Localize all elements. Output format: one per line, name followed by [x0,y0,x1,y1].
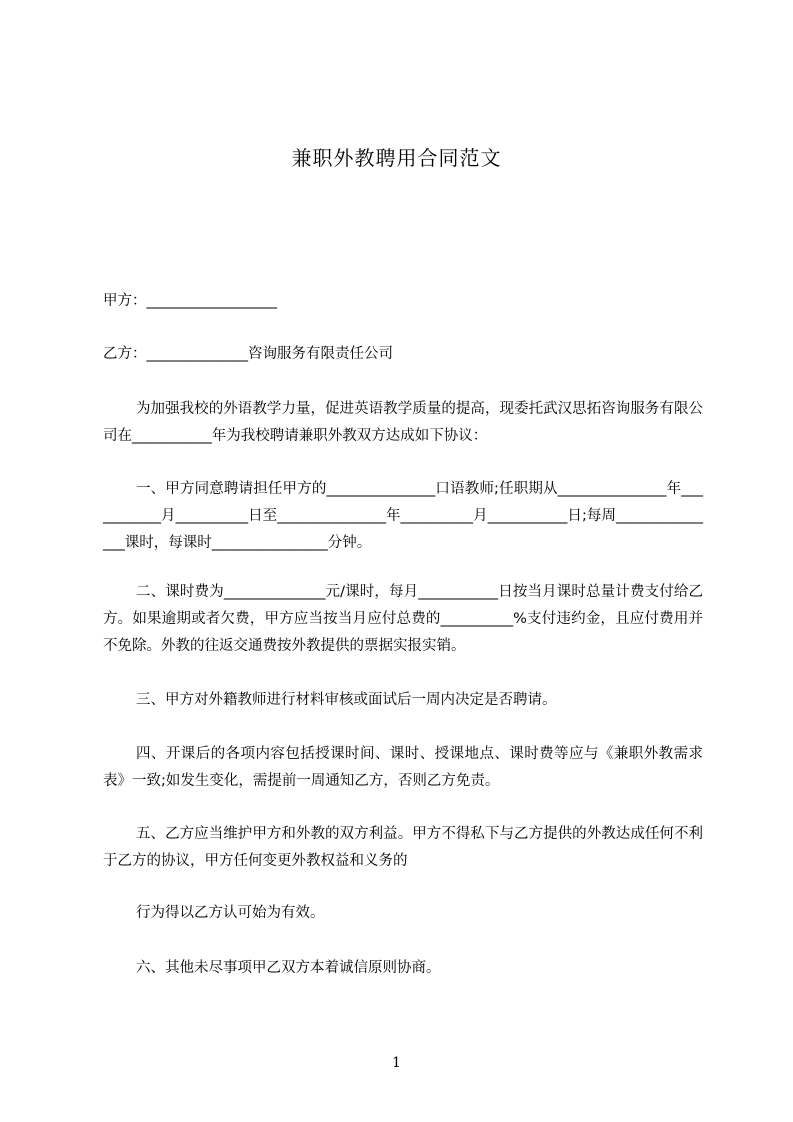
clause-5-continued: 行为得以乙方认可始为有效。 [136,905,325,921]
party-a-line: 甲方：__________________ [103,293,277,309]
page-number: 1 [392,1055,401,1071]
clause-6: 六、其他未尽事项甲乙双方本着诚信原则协商。 [136,960,441,976]
clause-2: 二、课时费为______________元/课时，每月___________日按当月课时总量计费支付给乙方。如果逾期或者欠费，甲方应当按当月应付总费的__________%支付违约金，且应付费用并不免除。外教的往返交通费按外教提供的票据实报实销。 [103,584,703,654]
clause-4: 四、开课后的各项内容包括授课时间、课时、授课地点、课时费等应与《兼职外教需求表》一致;如发生变化，需提前一周通知乙方，否则乙方免责。 [103,746,703,789]
party-b-line: 乙方：______________咨询服务有限责任公司 [103,346,393,362]
clause-1: 一、甲方同意聘请担任甲方的_______________口语教师;任职期从_______________年___________月__________日至_______________年__________月___________日;每周_______________课时，每课时________________分钟。 [103,481,703,551]
clause-3: 三、甲方对外籍教师进行材料审核或面试后一周内决定是否聘请。 [136,692,557,708]
intro-paragraph: 为加强我校的外语教学力量，促进英语教学质量的提高，现委托武汉思拓咨询服务有限公司在___________年为我校聘请兼职外教双方达成如下协议： [103,401,703,444]
document-title: 兼职外教聘用合同范文 [291,146,502,170]
clause-5: 五、乙方应当维护甲方和外教的双方利益。甲方不得私下与乙方提供的外教达成任何不利于乙方的协议，甲方任何变更外教权益和义务的 [103,826,703,869]
